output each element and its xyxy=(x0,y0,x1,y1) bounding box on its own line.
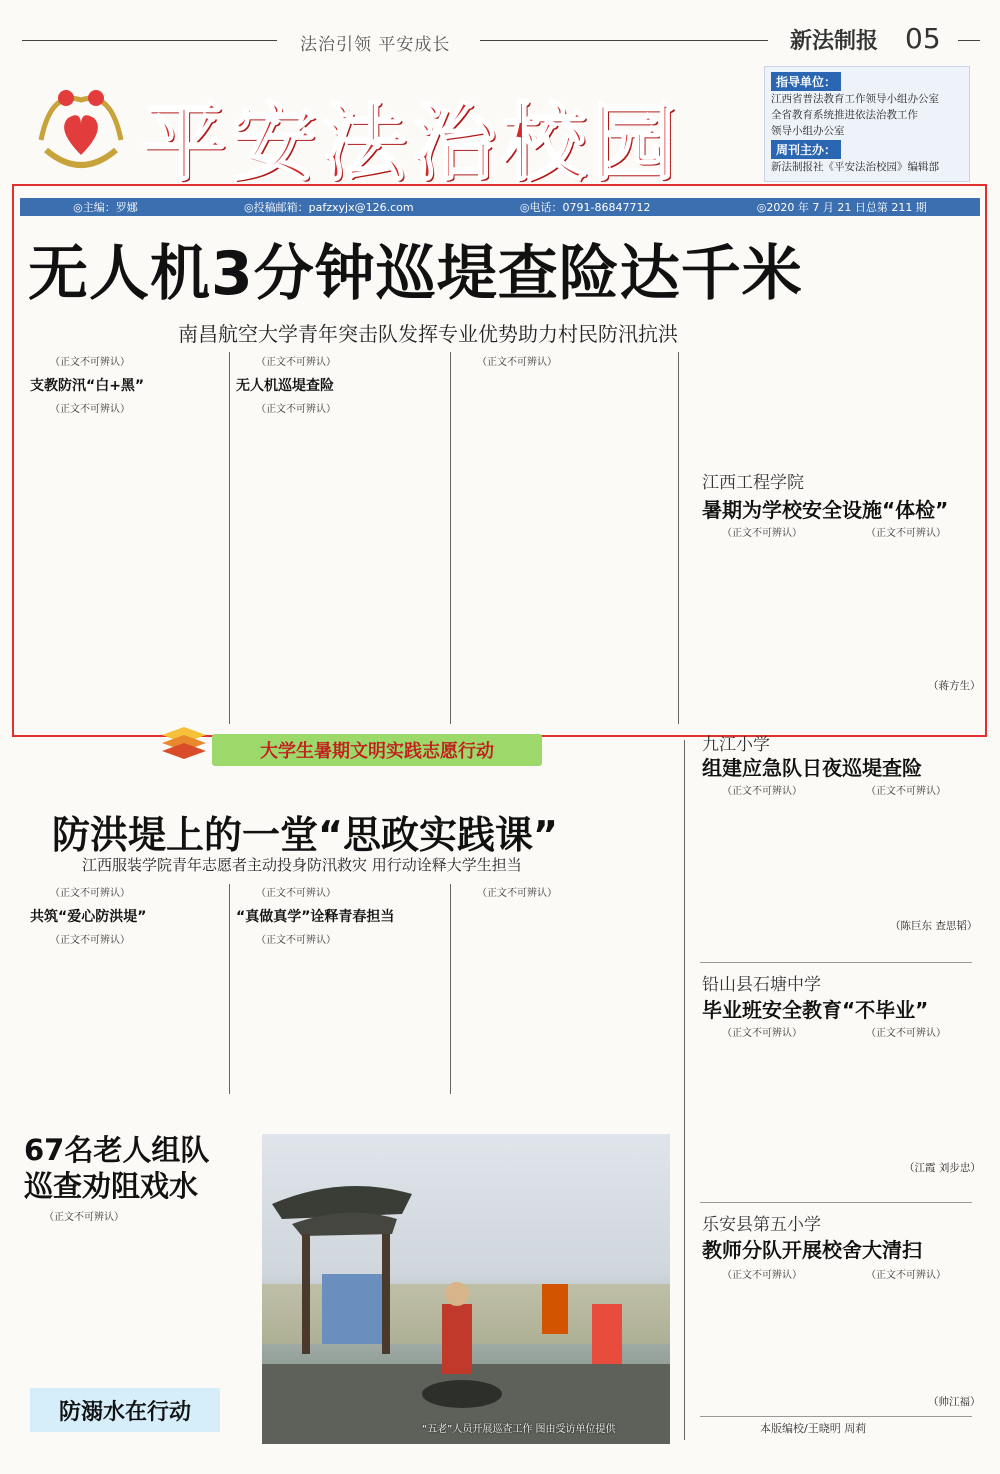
anti-drowning-tag: 防溺水在行动 xyxy=(30,1388,220,1432)
side-headline: 组建应急队日夜巡堤查险 xyxy=(702,756,922,780)
side-body: （正文不可辨认） xyxy=(722,1028,802,1039)
guide-label: 指导单位： xyxy=(771,72,841,91)
editor-info: ◎主编：罗娜 xyxy=(73,201,138,214)
article2-headline: 防洪堤上的一堂“思政实践课” xyxy=(52,813,558,857)
side-body: （正文不可辨认） xyxy=(866,1270,946,1281)
article3-body: （正文不可辨认） xyxy=(44,1212,124,1223)
side-body: （正文不可辨认） xyxy=(866,528,946,539)
edit-credit: 本版编校/王晓明 周莉 xyxy=(760,1422,867,1435)
article2-subhead: 江西服装学院青年志愿者主动投身防汛救灾 用行动诠释大学生担当 xyxy=(82,856,522,874)
article2-col-3: （正文不可辨认） xyxy=(477,888,557,899)
lead-col-3: （正文不可辨认） xyxy=(477,357,557,368)
lead-headline: 无人机3分钟巡堤查险达千米 xyxy=(28,239,803,309)
guide-line: 全省教育系统推进依法治教工作 xyxy=(771,109,918,121)
side-body: （正文不可辨认） xyxy=(866,1028,946,1039)
masthead-title: 平安法治校园 xyxy=(142,93,683,192)
guide-line: 江西省普法教育工作领导小组办公室 xyxy=(771,93,939,105)
article2-col-1: （正文不可辨认） 共筑“爱心防洪堤” （正文不可辨认） xyxy=(30,886,222,1096)
info-bar xyxy=(20,198,980,216)
guide-line: 领导小组办公室 xyxy=(771,125,845,137)
article3-headline-line1: 67名老人组队 xyxy=(24,1133,210,1167)
side-school: 铅山县石塘中学 xyxy=(702,975,821,995)
side-headline: 毕业班安全教育“不毕业” xyxy=(702,998,929,1022)
side-headline: 教师分队开展校舍大清扫 xyxy=(702,1238,922,1262)
email-info: ◎投稿邮箱：pafzxyjx@126.com xyxy=(244,201,414,214)
page-number: 05 xyxy=(905,22,941,55)
side-author: （陈巨东 查思韬） xyxy=(890,920,978,932)
paper-name: 新法制报 xyxy=(790,28,879,54)
side-author: （蒋方生） xyxy=(928,680,981,692)
article3-headline xyxy=(24,1132,209,1204)
side-body: （正文不可辨认） xyxy=(722,528,802,539)
article2-subtitle-2: “真做真学”诠释青春担当 xyxy=(236,908,395,925)
page-slogan: 法治引领 平安成长 xyxy=(300,35,451,55)
guide-box xyxy=(764,66,970,182)
side-school: 九江小学 xyxy=(702,735,770,755)
side-author: （帅江福） xyxy=(928,1396,981,1408)
article2-subtitle-1: 共筑“爱心防洪堤” xyxy=(30,908,147,925)
photo-caption: “五老”人员开展巡查工作 图由受访单位提供 xyxy=(422,1424,616,1435)
side-body: （正文不可辨认） xyxy=(722,786,802,797)
host-label: 周刊主办： xyxy=(771,140,841,159)
banner-icon xyxy=(158,725,210,767)
side-headline: 暑期为学校安全设施“体检” xyxy=(702,498,949,522)
lead-subtitle-2: 无人机巡堤查险 xyxy=(236,377,334,394)
phone-info: ◎电话：0791-86847712 xyxy=(519,201,651,214)
volunteer-banner xyxy=(212,734,542,766)
lead-col-1: （正文不可辨认） 支教防汛“白+黑” （正文不可辨认） xyxy=(30,355,222,725)
side-school: 乐安县第五小学 xyxy=(702,1215,821,1235)
issue-info: ◎2020 年 7 月 21 日总第 211 期 xyxy=(756,201,927,214)
lead-col-2: （正文不可辨认） 无人机巡堤查险 （正文不可辨认） xyxy=(236,355,444,725)
side-body: （正文不可辨认） xyxy=(722,1270,802,1281)
side-body: （正文不可辨认） xyxy=(866,786,946,797)
side-author: （江霞 刘步忠） xyxy=(904,1162,981,1174)
patrol-photo xyxy=(262,1134,670,1444)
host-line: 新法制报社《平安法治校园》编辑部 xyxy=(771,161,939,173)
lead-subhead: 南昌航空大学青年突击队发挥专业优势助力村民防汛抗洪 xyxy=(178,322,678,346)
masthead-logo xyxy=(26,70,136,180)
lead-subtitle-1: 支教防汛“白+黑” xyxy=(30,377,145,394)
article2-col-2: （正文不可辨认） “真做真学”诠释青春担当 （正文不可辨认） xyxy=(236,886,446,1096)
side-school: 江西工程学院 xyxy=(702,473,804,493)
article3-headline-line2: 巡查劝阻戏水 xyxy=(24,1169,199,1203)
banner-text: 大学生暑期文明实践志愿行动 xyxy=(260,741,494,762)
